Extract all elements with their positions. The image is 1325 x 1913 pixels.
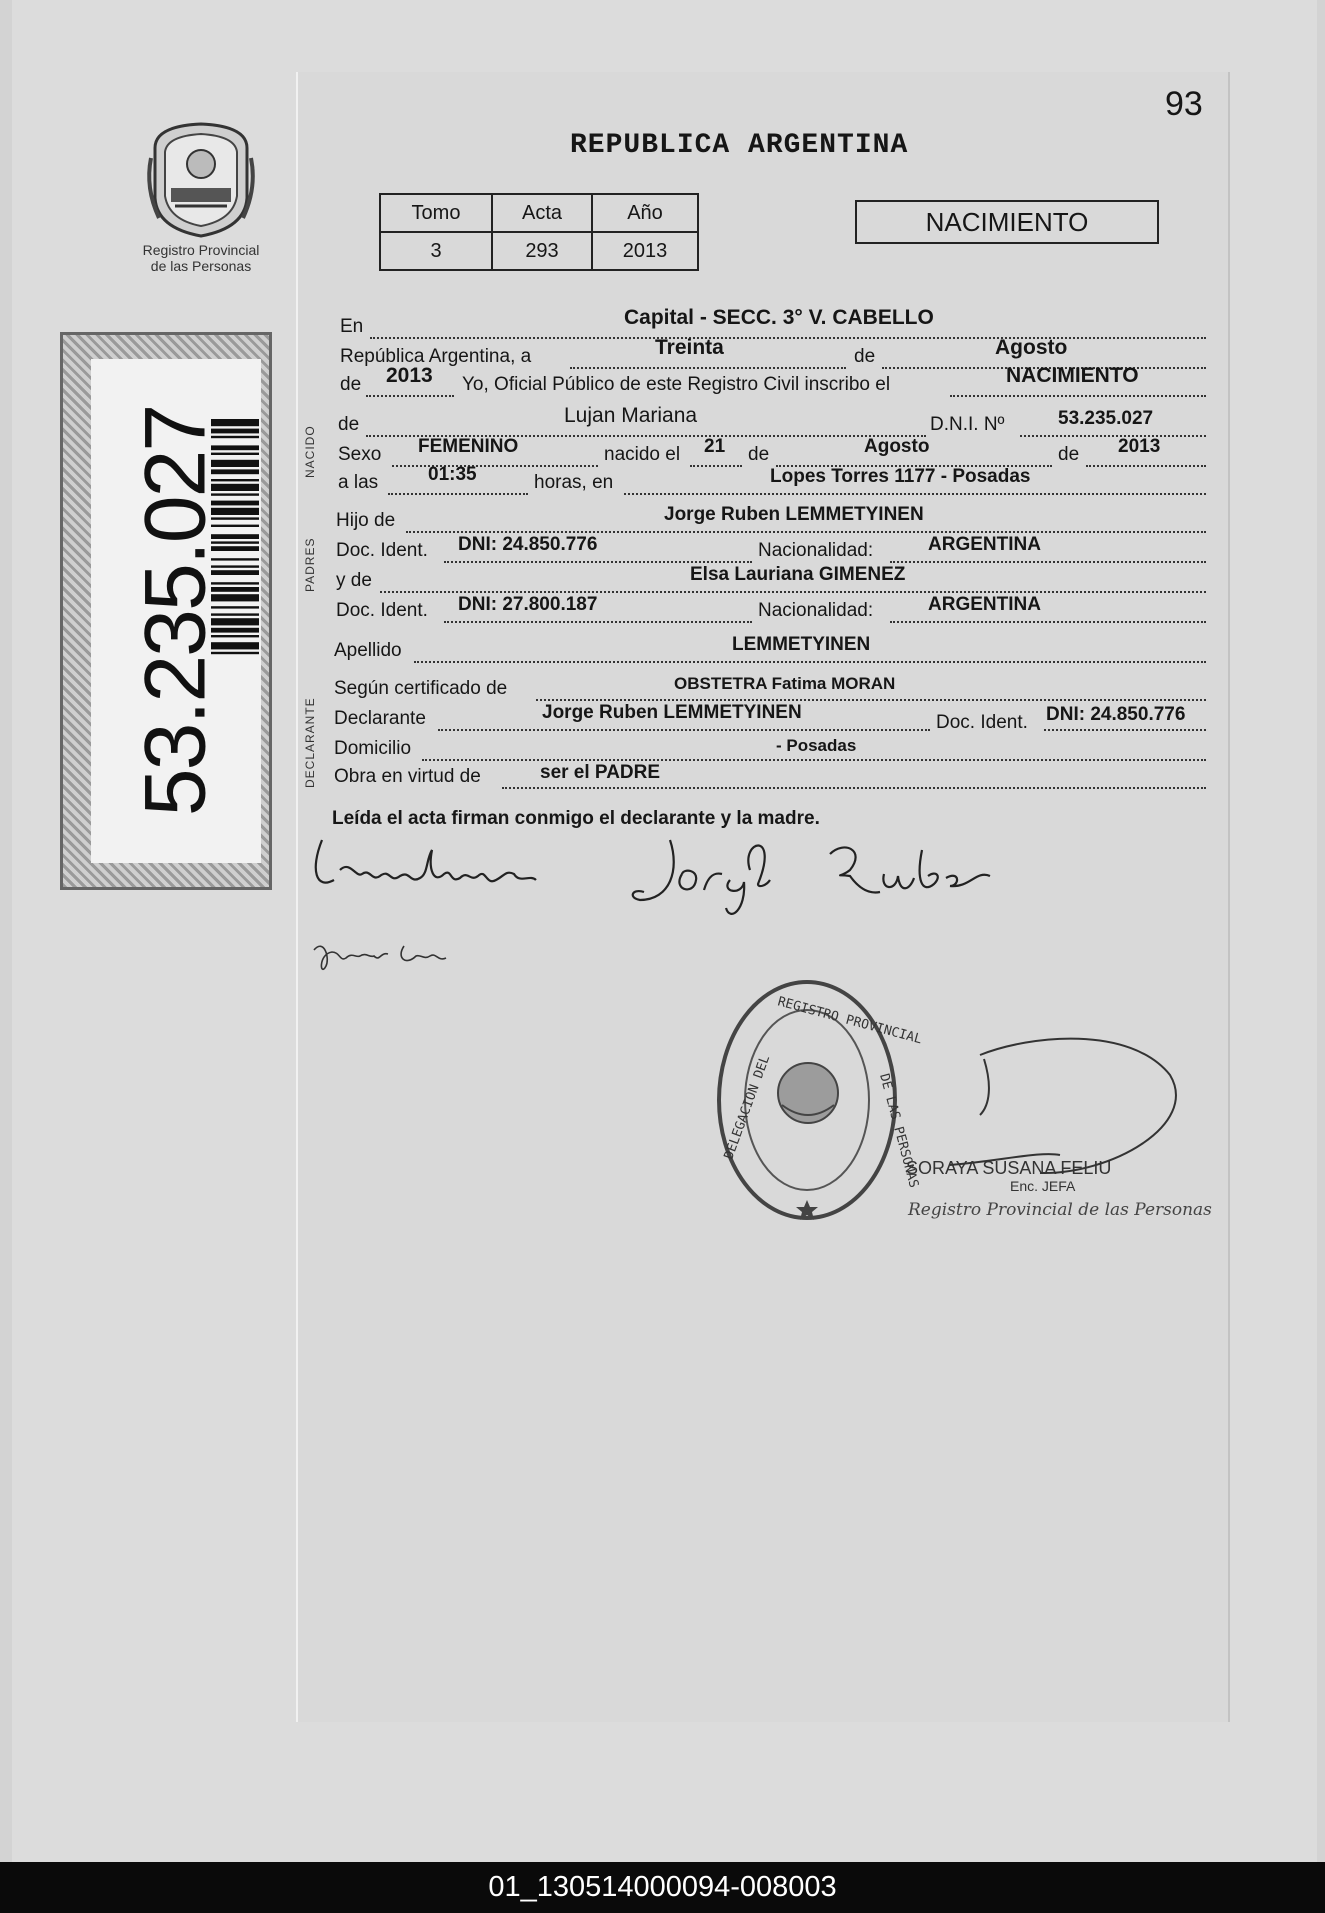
value-nacido-anio: 2013 xyxy=(1118,436,1161,457)
value-padre: Jorge Ruben LEMMETYINEN xyxy=(664,504,924,525)
document-id-bar: 01_130514000094-008003 xyxy=(0,1862,1325,1913)
page-number: 93 xyxy=(1165,85,1203,123)
label-de-anio: de xyxy=(340,374,362,395)
row-anio-oficial xyxy=(0,364,1325,402)
label-declarante: Declarante xyxy=(334,708,426,729)
label-certificado: Según certificado de xyxy=(334,678,508,699)
stamp-number: 53.235.027 xyxy=(127,405,224,817)
row-hora-lugar xyxy=(0,464,1325,500)
label-hora: a las xyxy=(338,472,379,493)
row-declarante xyxy=(0,702,1325,736)
value-declarante: Jorge Ruben LEMMETYINEN xyxy=(542,702,802,723)
label-oficial: Yo, Oficial Público de este Registro Civil inscribo el xyxy=(462,374,891,395)
closing-statement: Leída el acta firman conmigo el declarante y la madre. xyxy=(332,808,820,829)
registry-caption-line2: de las Personas xyxy=(150,258,252,274)
value-nombre: Lujan Mariana xyxy=(564,404,698,427)
value-nacido-mes: Agosto xyxy=(864,436,930,457)
section-label-nacido: NACIDO xyxy=(303,425,317,478)
value-nacido-dia: 21 xyxy=(704,436,726,457)
value-madre-nacionalidad: ARGENTINA xyxy=(928,594,1041,615)
value-hora: 01:35 xyxy=(428,464,477,485)
record-header-acta: Acta xyxy=(492,194,592,232)
value-certificado: OBSTETRA Fatima MORAN xyxy=(674,674,896,693)
label-domicilio: Domicilio xyxy=(334,738,412,759)
country-title: REPUBLICA ARGENTINA xyxy=(570,130,909,161)
value-padre-doc: DNI: 24.850.776 xyxy=(458,534,598,555)
record-header-anio: Año xyxy=(592,194,698,232)
value-domicilio: - Posadas xyxy=(776,736,857,755)
record-value-acta: 293 xyxy=(492,232,592,270)
label-nacido-el: nacido el xyxy=(604,444,681,465)
label-nacido-anio-de: de xyxy=(1058,444,1080,465)
value-sexo: FEMENINO xyxy=(418,436,519,457)
value-anio: 2013 xyxy=(386,364,433,387)
official-name: SORAYA SUSANA FELIU xyxy=(906,1158,1112,1178)
registry-caption-line1: Registro Provincial xyxy=(142,242,260,258)
row-padre-doc xyxy=(0,534,1325,568)
row-padre xyxy=(0,504,1325,538)
value-obra: ser el PADRE xyxy=(540,762,661,783)
label-obra: Obra en virtud de xyxy=(334,766,481,787)
signature-padre xyxy=(310,830,990,980)
label-padre-doc: Doc. Ident. xyxy=(336,540,428,561)
registry-seal-icon xyxy=(712,975,924,1225)
value-tipo-inscripcion: NACIMIENTO xyxy=(1006,364,1139,387)
label-sexo: Sexo xyxy=(338,444,382,465)
value-apellido: LEMMETYINEN xyxy=(732,634,871,655)
label-apellido: Apellido xyxy=(334,640,402,661)
record-type-box: NACIMIENTO xyxy=(855,200,1159,244)
label-declarante-doc: Doc. Ident. xyxy=(936,712,1028,733)
value-lugar: Lopes Torres 1177 - Posadas xyxy=(770,466,1031,487)
label-padre-nacionalidad: Nacionalidad: xyxy=(758,540,874,561)
section-label-padres: PADRES xyxy=(303,537,317,592)
label-madre: y de xyxy=(336,570,372,591)
label-en: En xyxy=(340,316,364,337)
row-madre-doc xyxy=(0,594,1325,628)
value-en: Capital - SECC. 3° V. CABELLO xyxy=(624,306,934,329)
label-padre: Hijo de xyxy=(336,510,396,531)
label-de-mes: de xyxy=(854,346,876,367)
row-domicilio xyxy=(0,738,1325,766)
official-office: Registro Provincial de las Personas xyxy=(908,1200,1212,1220)
value-mes: Agosto xyxy=(995,336,1068,359)
value-declarante-doc: DNI: 24.850.776 xyxy=(1046,704,1186,725)
record-header-tomo: Tomo xyxy=(380,194,492,232)
label-madre-doc: Doc. Ident. xyxy=(336,600,428,621)
value-padre-nacionalidad: ARGENTINA xyxy=(928,534,1041,555)
value-dia-texto: Treinta xyxy=(655,336,724,359)
label-nombre: de xyxy=(338,414,360,435)
label-dni: D.N.I. Nº xyxy=(930,414,1005,435)
svg-text:REGISTRO PROVINCIAL: REGISTRO PROVINCIAL xyxy=(775,994,924,1048)
row-obra xyxy=(0,762,1325,794)
section-label-declarante: DECLARANTE xyxy=(303,697,317,788)
row-apellido xyxy=(0,634,1325,668)
row-sexo-nacimiento xyxy=(0,436,1325,472)
value-dni: 53.235.027 xyxy=(1058,408,1154,429)
label-madre-nacionalidad: Nacionalidad: xyxy=(758,600,874,621)
label-nacido-de: de xyxy=(748,444,770,465)
svg-text:DE LAS PERSONAS: DE LAS PERSONAS xyxy=(876,1072,922,1190)
label-horas-en: horas, en xyxy=(534,472,614,493)
value-madre-doc: DNI: 27.800.187 xyxy=(458,594,598,615)
record-value-tomo: 3 xyxy=(380,232,492,270)
label-republica: República Argentina, a xyxy=(340,346,532,367)
svg-text:DELEGACION DEL: DELEGACION DEL xyxy=(721,1053,774,1162)
official-role: Enc. JEFA xyxy=(1010,1178,1076,1194)
record-value-anio: 2013 xyxy=(592,232,698,270)
value-madre: Elsa Lauriana GIMENEZ xyxy=(690,564,906,585)
